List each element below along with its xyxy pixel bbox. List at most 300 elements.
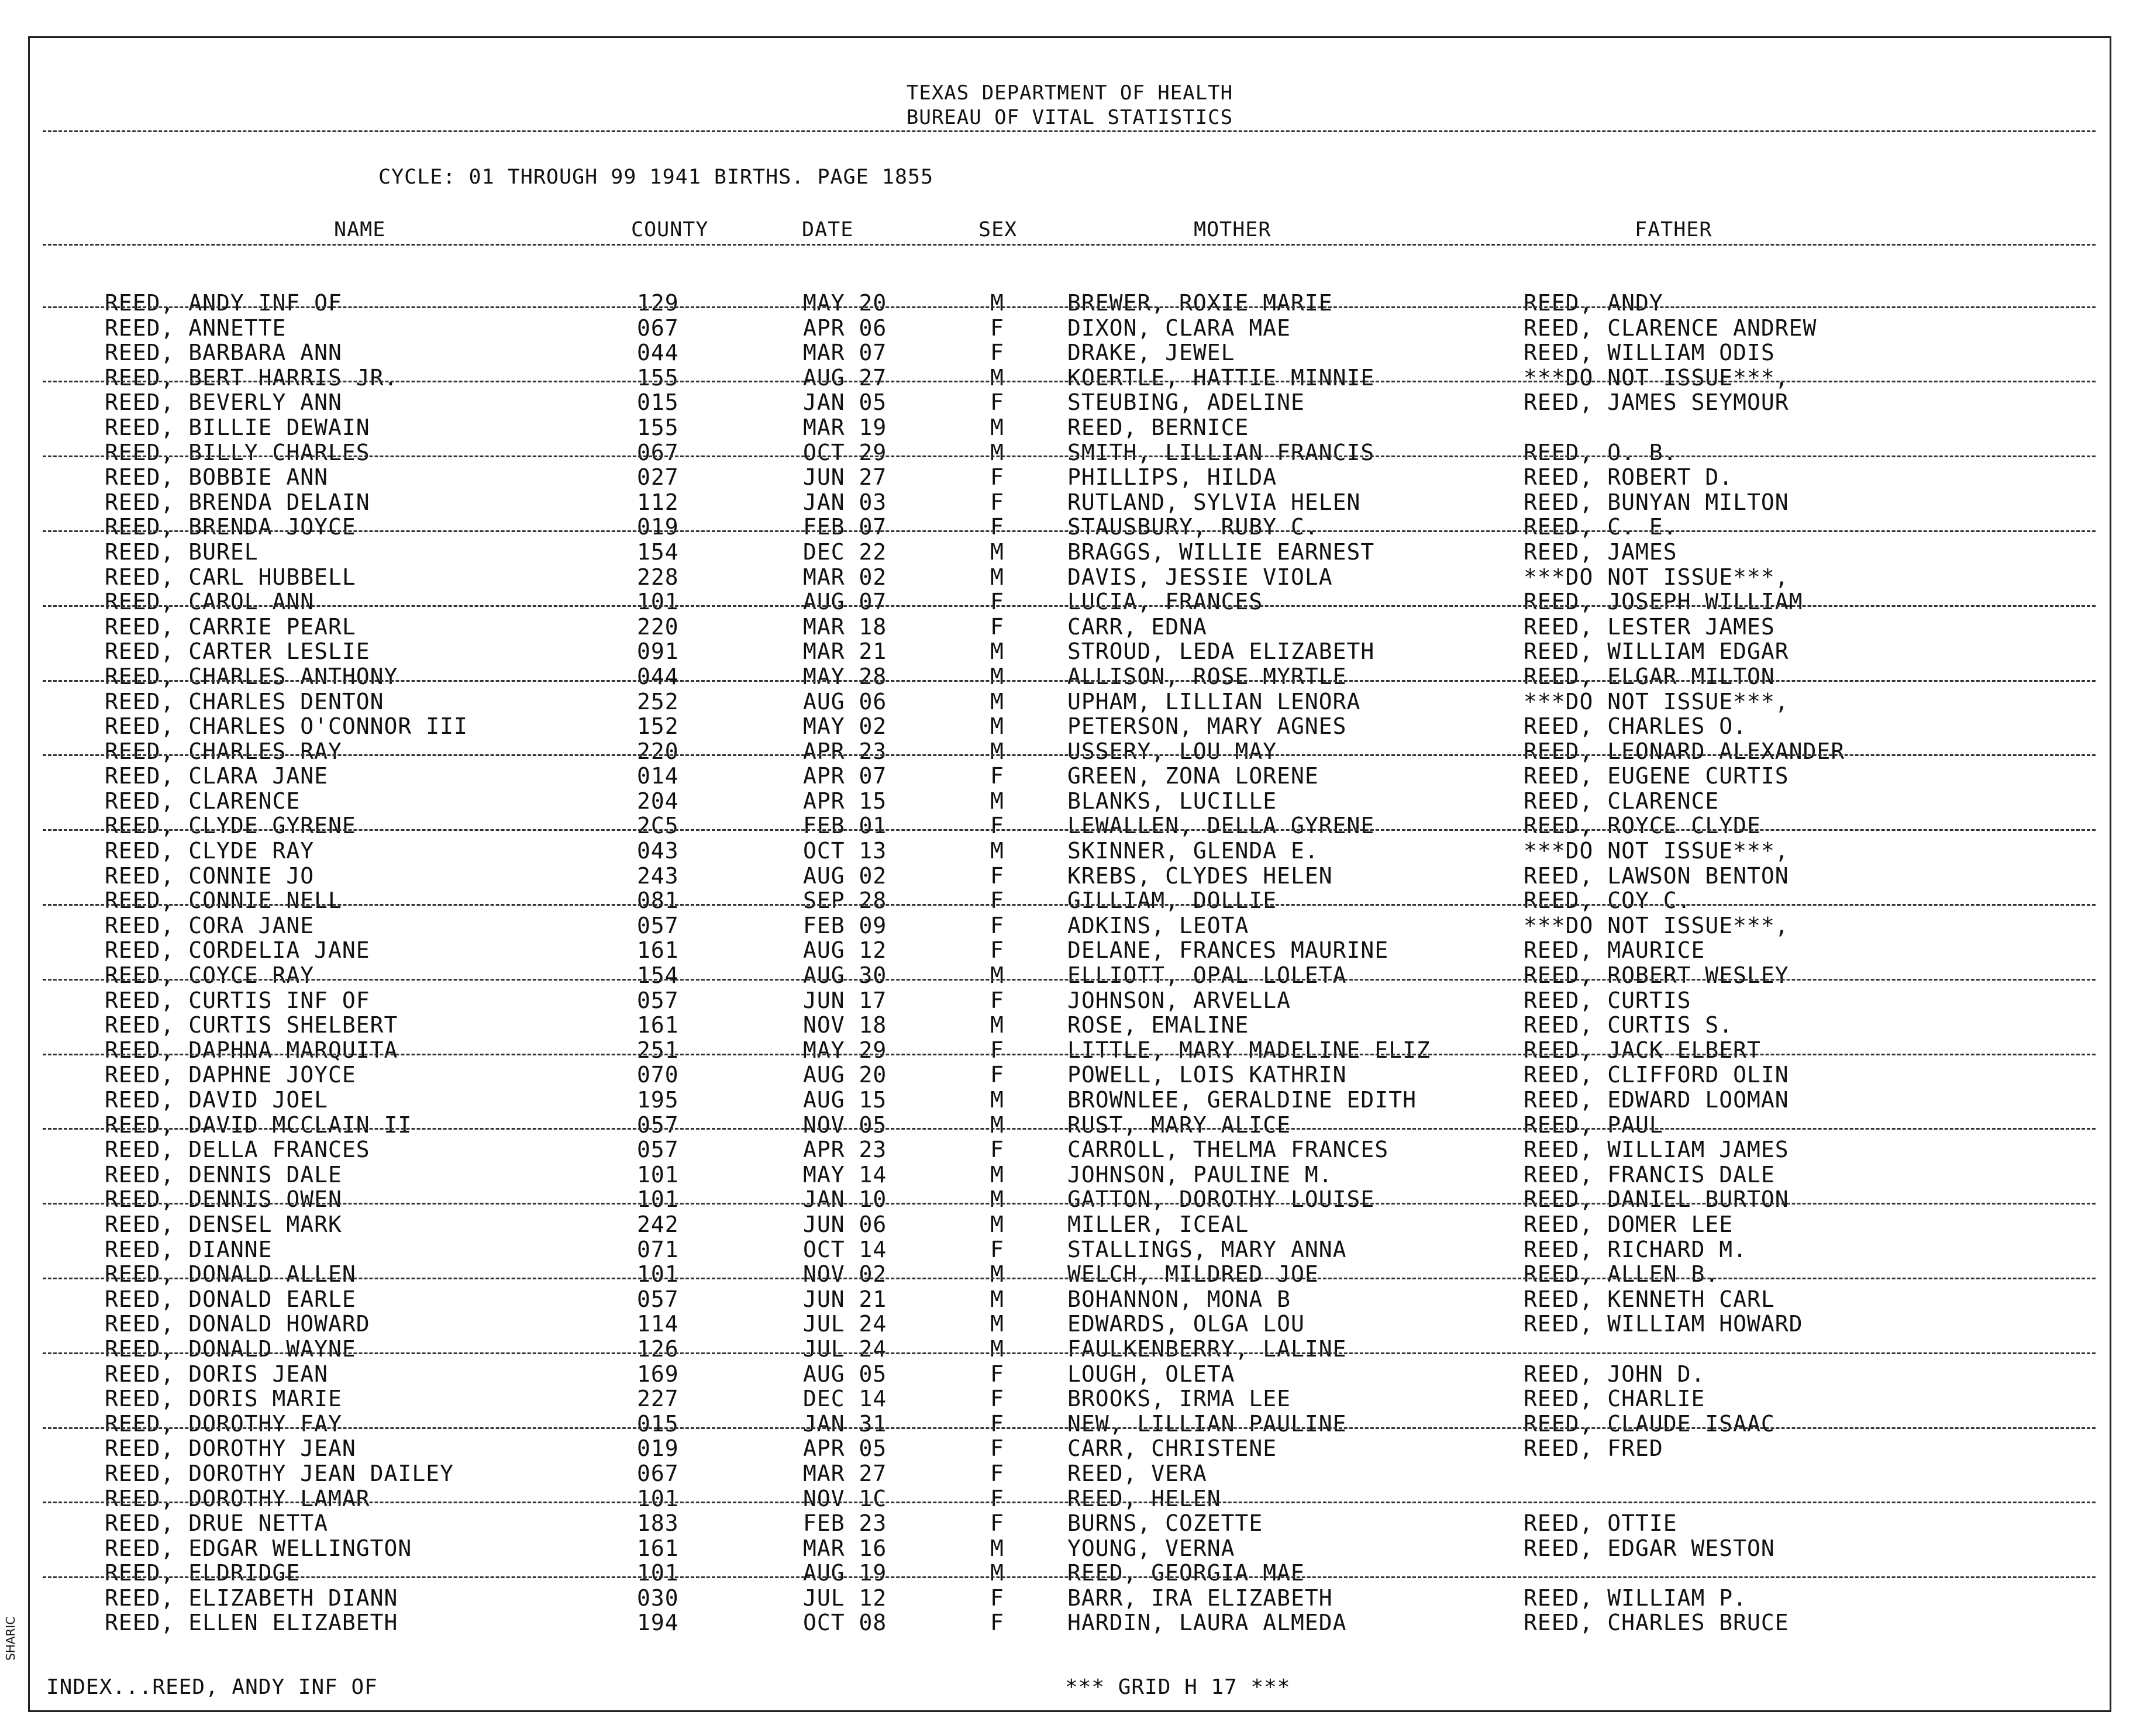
cell-mother: DIXON, CLARA MAE <box>1067 315 1291 341</box>
cell-date: MAR 27 <box>803 1460 887 1486</box>
table-row <box>30 714 2110 739</box>
cell-name: REED, CLARA JANE <box>105 763 329 789</box>
cell-mother: RUTLAND, SYLVIA HELEN <box>1067 489 1361 515</box>
column-header-county: COUNTY <box>631 218 709 241</box>
cell-sex: M <box>990 1311 1004 1337</box>
cell-mother: SMITH, LILLIAN FRANCIS <box>1067 439 1375 465</box>
row-group-divider <box>43 1203 2096 1204</box>
cell-sex: M <box>990 639 1004 665</box>
table-row <box>30 1561 2110 1586</box>
table-row <box>30 1386 2110 1411</box>
cell-sex: F <box>990 937 1004 964</box>
cell-date: MAR 07 <box>803 340 887 366</box>
cell-county: 101 <box>637 1261 679 1288</box>
table-row <box>30 913 2110 938</box>
cell-date: NOV 1C <box>803 1485 887 1511</box>
cell-mother: LUCIA, FRANCES <box>1067 589 1263 615</box>
cell-county: 091 <box>637 639 679 665</box>
cell-date: APR 06 <box>803 315 887 341</box>
cell-county: 155 <box>637 364 679 391</box>
cell-father: REED, MAURICE <box>1524 937 1705 964</box>
cell-name: REED, CHARLES DENTON <box>105 688 384 715</box>
cell-mother: BROOKS, IRMA LEE <box>1067 1386 1291 1412</box>
cell-county: 081 <box>637 888 679 914</box>
cell-sex: M <box>990 1560 1004 1586</box>
table-row <box>30 1411 2110 1437</box>
cell-mother: GILLIAM, DOLLIE <box>1067 888 1277 914</box>
cell-father: REED, RICHARD M. <box>1524 1236 1748 1262</box>
cell-county: 101 <box>637 589 679 615</box>
cell-father: REED, CLIFFORD OLIN <box>1524 1062 1789 1088</box>
cell-father: REED, JACK ELBERT <box>1524 1037 1761 1063</box>
cell-mother: JOHNSON, PAULINE M. <box>1067 1161 1333 1188</box>
cell-father: REED, CURTIS <box>1524 987 1691 1013</box>
cell-father: REED, WILLIAM P. <box>1524 1585 1748 1611</box>
cell-father: REED, CHARLES O. <box>1524 713 1748 740</box>
cell-name: REED, DAPHNA MARQUITA <box>105 1037 398 1063</box>
cell-mother: CARROLL, THELMA FRANCES <box>1067 1137 1389 1163</box>
cell-mother: UPHAM, LILLIAN LENORA <box>1067 688 1361 715</box>
cell-date: MAR 19 <box>803 414 887 440</box>
table-row <box>30 465 2110 490</box>
cell-mother: BREWER, ROXIE MARIE <box>1067 290 1333 316</box>
cell-father: REED, CURTIS S. <box>1524 1012 1734 1038</box>
cell-county: 154 <box>637 539 679 565</box>
cell-date: APR 23 <box>803 1137 887 1163</box>
cell-county: 057 <box>637 1286 679 1312</box>
cell-mother: LOUGH, OLETA <box>1067 1361 1235 1387</box>
cell-date: JAN 10 <box>803 1186 887 1213</box>
cell-name: REED, CORDELIA JANE <box>105 937 370 964</box>
cell-date: AUG 02 <box>803 862 887 889</box>
cell-name: REED, DORIS JEAN <box>105 1361 329 1387</box>
cell-name: REED, ANNETTE <box>105 315 287 341</box>
cell-mother: GATTON, DOROTHY LOUISE <box>1067 1186 1375 1213</box>
cell-date: JAN 03 <box>803 489 887 515</box>
cell-name: REED, COYCE RAY <box>105 962 315 989</box>
cell-county: 101 <box>637 1161 679 1188</box>
cell-mother: PHILLIPS, HILDA <box>1067 464 1277 491</box>
cell-name: REED, DOROTHY LAMAR <box>105 1485 370 1511</box>
cell-name: REED, CARL HUBBELL <box>105 564 356 590</box>
cell-date: JUL 24 <box>803 1335 887 1362</box>
cell-father: REED, JAMES <box>1524 539 1677 565</box>
cell-sex: M <box>990 1087 1004 1113</box>
cell-county: 154 <box>637 962 679 989</box>
cell-father: ***DO NOT ISSUE***, <box>1524 564 1789 590</box>
cell-sex: F <box>990 1460 1004 1486</box>
cell-county: 161 <box>637 1535 679 1561</box>
cell-name: REED, CARTER LESLIE <box>105 639 370 665</box>
column-header-mother: MOTHER <box>1194 218 1271 241</box>
cell-date: DEC 22 <box>803 539 887 565</box>
cell-sex: F <box>990 1435 1004 1462</box>
cell-name: REED, BOBBIE ANN <box>105 464 329 491</box>
cell-father: REED, LAWSON BENTON <box>1524 862 1789 889</box>
cell-date: OCT 13 <box>803 838 887 864</box>
cell-name: REED, DOROTHY JEAN DAILEY <box>105 1460 454 1486</box>
table-row <box>30 1212 2110 1237</box>
column-divider <box>43 244 2096 246</box>
side-label: SHARIC <box>4 1616 18 1661</box>
cell-sex: F <box>990 514 1004 540</box>
cell-county: 243 <box>637 862 679 889</box>
column-header-date: DATE <box>802 218 854 241</box>
cell-mother: BOHANNON, MONA B <box>1067 1286 1291 1312</box>
table-row <box>30 1162 2110 1188</box>
table-row <box>30 615 2110 640</box>
cell-father: REED, CLARENCE <box>1524 788 1720 814</box>
cell-date: MAR 02 <box>803 564 887 590</box>
row-group-divider <box>43 1576 2096 1578</box>
cell-sex: M <box>990 439 1004 465</box>
column-header-sex: SEX <box>978 218 1018 241</box>
table-row <box>30 340 2110 365</box>
cell-sex: F <box>990 1037 1004 1063</box>
cell-date: FEB 01 <box>803 813 887 839</box>
cell-date: OCT 14 <box>803 1236 887 1262</box>
cell-mother: CARR, EDNA <box>1067 613 1207 640</box>
cell-mother: BLANKS, LUCILLE <box>1067 788 1277 814</box>
table-row <box>30 1038 2110 1063</box>
row-group-divider <box>43 1352 2096 1354</box>
cell-sex: M <box>990 838 1004 864</box>
cell-county: 057 <box>637 987 679 1013</box>
cell-date: FEB 09 <box>803 912 887 938</box>
cell-date: MAY 20 <box>803 290 887 316</box>
table-row <box>30 1062 2110 1088</box>
cell-county: 067 <box>637 1460 679 1486</box>
cell-county: 195 <box>637 1087 679 1113</box>
cell-mother: STALLINGS, MARY ANNA <box>1067 1236 1347 1262</box>
cell-father: REED, EDGAR WESTON <box>1524 1535 1775 1561</box>
table-row <box>30 888 2110 913</box>
cell-sex: F <box>990 464 1004 491</box>
cell-name: REED, CARRIE PEARL <box>105 613 356 640</box>
cell-county: 027 <box>637 464 679 491</box>
cell-date: MAR 16 <box>803 1535 887 1561</box>
table-row <box>30 291 2110 316</box>
cell-date: AUG 15 <box>803 1087 887 1113</box>
cell-father: REED, WILLIAM ODIS <box>1524 340 1775 366</box>
cell-father: REED, CHARLES BRUCE <box>1524 1610 1789 1636</box>
cell-county: 067 <box>637 315 679 341</box>
cell-mother: BURNS, COZETTE <box>1067 1510 1263 1537</box>
index-footer: INDEX...REED, ANDY INF OF <box>46 1675 378 1699</box>
cell-sex: F <box>990 1062 1004 1088</box>
cell-name: REED, DONALD WAYNE <box>105 1335 356 1362</box>
header-divider <box>43 130 2096 132</box>
cell-father: ***DO NOT ISSUE***, <box>1524 912 1789 938</box>
cell-mother: STROUD, LEDA ELIZABETH <box>1067 639 1375 665</box>
cell-sex: F <box>990 1510 1004 1537</box>
cell-name: REED, DAVID JOEL <box>105 1087 329 1113</box>
cell-date: DEC 14 <box>803 1386 887 1412</box>
table-row <box>30 938 2110 963</box>
cell-mother: BROWNLEE, GERALDINE EDITH <box>1067 1087 1417 1113</box>
cell-sex: F <box>990 1361 1004 1387</box>
table-row <box>30 988 2110 1013</box>
table-row <box>30 1610 2110 1635</box>
table-row <box>30 490 2110 515</box>
cell-mother: BRAGGS, WILLIE EARNEST <box>1067 539 1375 565</box>
cell-mother: NEW, LILLIAN PAULINE <box>1067 1410 1347 1437</box>
cell-father: REED, JOSEPH WILLIAM <box>1524 589 1803 615</box>
cell-name: REED, BARBARA ANN <box>105 340 342 366</box>
table-row <box>30 1013 2110 1038</box>
cell-sex: M <box>990 1535 1004 1561</box>
table-row <box>30 1262 2110 1287</box>
cell-mother: EDWARDS, OLGA LOU <box>1067 1311 1305 1337</box>
cell-county: 101 <box>637 1560 679 1586</box>
cell-date: OCT 08 <box>803 1610 887 1636</box>
row-group-divider <box>43 1278 2096 1279</box>
cell-name: REED, DONALD ALLEN <box>105 1261 356 1288</box>
cell-date: AUG 05 <box>803 1361 887 1387</box>
table-row <box>30 1436 2110 1461</box>
cell-county: 014 <box>637 763 679 789</box>
cell-sex: M <box>990 1286 1004 1312</box>
cell-county: 228 <box>637 564 679 590</box>
cell-name: REED, CHARLES RAY <box>105 738 342 764</box>
table-row <box>30 440 2110 465</box>
table-row <box>30 540 2110 565</box>
cell-father: REED, JOHN D. <box>1524 1361 1705 1387</box>
cell-county: 019 <box>637 1435 679 1462</box>
cell-mother: YOUNG, VERNA <box>1067 1535 1235 1561</box>
column-header-father: FATHER <box>1635 218 1712 241</box>
cell-sex: M <box>990 713 1004 740</box>
cell-sex: M <box>990 564 1004 590</box>
cell-father: REED, C. E. <box>1524 514 1677 540</box>
cell-sex: M <box>990 290 1004 316</box>
cell-father: REED, FRANCIS DALE <box>1524 1161 1775 1188</box>
cell-father: ***DO NOT ISSUE***, <box>1524 364 1789 391</box>
cell-name: REED, ELLEN ELIZABETH <box>105 1610 398 1636</box>
cell-date: SEP 28 <box>803 888 887 914</box>
cell-name: REED, BRENDA JOYCE <box>105 514 356 540</box>
cell-father: REED, WILLIAM JAMES <box>1524 1137 1789 1163</box>
row-group-divider <box>43 455 2096 457</box>
cell-name: REED, ANDY INF OF <box>105 290 342 316</box>
table-row <box>30 390 2110 415</box>
cell-date: JAN 31 <box>803 1410 887 1437</box>
cell-father: REED, OTTIE <box>1524 1510 1677 1537</box>
cell-mother: REED, GEORGIA MAE <box>1067 1560 1305 1586</box>
cell-county: 101 <box>637 1186 679 1213</box>
table-row <box>30 664 2110 689</box>
cell-name: REED, DORIS MARIE <box>105 1386 342 1412</box>
row-group-divider <box>43 904 2096 906</box>
row-group-divider <box>43 530 2096 532</box>
column-header-name: NAME <box>334 218 386 241</box>
cell-name: REED, DENNIS DALE <box>105 1161 342 1188</box>
cell-sex: M <box>990 663 1004 689</box>
cell-name: REED, DELLA FRANCES <box>105 1137 370 1163</box>
cycle-line: CYCLE: 01 THROUGH 99 1941 BIRTHS. PAGE 1855 <box>378 165 934 189</box>
cell-sex: M <box>990 1161 1004 1188</box>
cell-father: ***DO NOT ISSUE***, <box>1524 688 1789 715</box>
cell-date: NOV 02 <box>803 1261 887 1288</box>
cell-sex: F <box>990 862 1004 889</box>
table-row <box>30 1511 2110 1536</box>
cell-county: 242 <box>637 1211 679 1237</box>
cell-mother: ADKINS, LEOTA <box>1067 912 1249 938</box>
cell-sex: M <box>990 1186 1004 1213</box>
table-row <box>30 1486 2110 1511</box>
cell-date: JAN 05 <box>803 389 887 416</box>
cell-county: 112 <box>637 489 679 515</box>
cell-date: MAY 02 <box>803 713 887 740</box>
cell-father: REED, KENNETH CARL <box>1524 1286 1775 1312</box>
cell-county: 126 <box>637 1335 679 1362</box>
cell-father: REED, PAUL <box>1524 1112 1663 1138</box>
cell-county: 169 <box>637 1361 679 1387</box>
cell-name: REED, CAROL ANN <box>105 589 315 615</box>
cell-date: APR 15 <box>803 788 887 814</box>
cell-name: REED, ELDRIDGE <box>105 1560 301 1586</box>
cell-father: REED, WILLIAM EDGAR <box>1524 639 1789 665</box>
cell-sex: F <box>990 912 1004 938</box>
cell-name: REED, CURTIS SHELBERT <box>105 1012 398 1038</box>
cell-county: 152 <box>637 713 679 740</box>
cell-county: 044 <box>637 340 679 366</box>
cell-date: MAR 18 <box>803 613 887 640</box>
cell-mother: STEUBING, ADELINE <box>1067 389 1305 416</box>
cell-name: REED, CHARLES ANTHONY <box>105 663 398 689</box>
row-group-divider <box>43 829 2096 831</box>
cell-sex: F <box>990 763 1004 789</box>
cell-date: JUL 12 <box>803 1585 887 1611</box>
cell-name: REED, CLYDE GYRENE <box>105 813 356 839</box>
cell-father: REED, ELGAR MILTON <box>1524 663 1775 689</box>
cell-father: REED, EDWARD LOOMAN <box>1524 1087 1789 1113</box>
table-row <box>30 1461 2110 1486</box>
cell-sex: F <box>990 489 1004 515</box>
cell-father: REED, LEONARD ALEXANDER <box>1524 738 1845 764</box>
cell-mother: DELANE, FRANCES MAURINE <box>1067 937 1389 964</box>
table-row <box>30 1237 2110 1262</box>
table-row <box>30 316 2110 341</box>
cell-father: REED, LESTER JAMES <box>1524 613 1775 640</box>
cell-name: REED, CHARLES O'CONNOR III <box>105 713 468 740</box>
table-row <box>30 1312 2110 1337</box>
row-group-divider <box>43 979 2096 981</box>
grid-footer: *** GRID H 17 *** <box>1065 1675 1291 1699</box>
cell-name: REED, DONALD EARLE <box>105 1286 356 1312</box>
cell-date: JUL 24 <box>803 1311 887 1337</box>
cell-sex: M <box>990 1012 1004 1038</box>
cell-sex: F <box>990 340 1004 366</box>
cell-mother: WELCH, MILDRED JOE <box>1067 1261 1319 1288</box>
cell-county: 057 <box>637 1112 679 1138</box>
cell-county: 220 <box>637 613 679 640</box>
table-row <box>30 864 2110 889</box>
cell-name: REED, DRUE NETTA <box>105 1510 329 1537</box>
row-group-divider <box>43 605 2096 607</box>
cell-mother: REED, VERA <box>1067 1460 1207 1486</box>
cell-date: MAY 14 <box>803 1161 887 1188</box>
cell-name: REED, CLARENCE <box>105 788 301 814</box>
cell-county: 015 <box>637 1410 679 1437</box>
table-row <box>30 764 2110 789</box>
cell-mother: LITTLE, MARY MADELINE ELIZ <box>1067 1037 1431 1063</box>
cell-father: REED, ALLEN B. <box>1524 1261 1720 1288</box>
cell-sex: M <box>990 414 1004 440</box>
cell-sex: F <box>990 613 1004 640</box>
table-row <box>30 565 2110 590</box>
cell-name: REED, DOROTHY FAY <box>105 1410 342 1437</box>
cell-mother: DAVIS, JESSIE VIOLA <box>1067 564 1333 590</box>
cell-name: REED, DONALD HOWARD <box>105 1311 370 1337</box>
cell-mother: DRAKE, JEWEL <box>1067 340 1235 366</box>
cell-name: REED, CONNIE NELL <box>105 888 342 914</box>
cell-mother: HARDIN, LAURA ALMEDA <box>1067 1610 1347 1636</box>
cell-date: AUG 20 <box>803 1062 887 1088</box>
cell-mother: PETERSON, MARY AGNES <box>1067 713 1347 740</box>
cell-father: REED, BUNYAN MILTON <box>1524 489 1789 515</box>
cell-sex: F <box>990 589 1004 615</box>
cell-date: AUG 19 <box>803 1560 887 1586</box>
table-row <box>30 789 2110 814</box>
cell-mother: ROSE, EMALINE <box>1067 1012 1249 1038</box>
table-row <box>30 838 2110 864</box>
cell-mother: JOHNSON, ARVELLA <box>1067 987 1291 1013</box>
cell-sex: M <box>990 1112 1004 1138</box>
cell-mother: USSERY, LOU MAY <box>1067 738 1277 764</box>
cell-sex: F <box>990 1410 1004 1437</box>
table-row <box>30 689 2110 715</box>
cell-date: JUN 21 <box>803 1286 887 1312</box>
cell-county: 183 <box>637 1510 679 1537</box>
cell-mother: STAUSBURY, RUBY C. <box>1067 514 1319 540</box>
table-row <box>30 639 2110 664</box>
cell-date: APR 07 <box>803 763 887 789</box>
cell-mother: ALLISON, ROSE MYRTLE <box>1067 663 1347 689</box>
cell-sex: F <box>990 888 1004 914</box>
cell-date: MAR 21 <box>803 639 887 665</box>
cell-name: REED, BERT HARRIS JR. <box>105 364 398 391</box>
cell-mother: POWELL, LOIS KATHRIN <box>1067 1062 1347 1088</box>
row-group-divider <box>43 1128 2096 1130</box>
cell-father: REED, CLAUDE ISAAC <box>1524 1410 1775 1437</box>
cell-sex: M <box>990 539 1004 565</box>
cell-sex: F <box>990 1485 1004 1511</box>
cell-name: REED, DAVID MCCLAIN II <box>105 1112 412 1138</box>
cell-county: 043 <box>637 838 679 864</box>
cell-date: APR 23 <box>803 738 887 764</box>
cell-date: OCT 29 <box>803 439 887 465</box>
table-row <box>30 1137 2110 1162</box>
cell-county: 194 <box>637 1610 679 1636</box>
cell-mother: REED, BERNICE <box>1067 414 1249 440</box>
cell-sex: F <box>990 987 1004 1013</box>
cell-county: 155 <box>637 414 679 440</box>
table-row <box>30 515 2110 540</box>
row-group-divider <box>43 680 2096 682</box>
cell-name: REED, ELIZABETH DIANN <box>105 1585 398 1611</box>
cell-father: REED, WILLIAM HOWARD <box>1524 1311 1803 1337</box>
table-row <box>30 963 2110 988</box>
cell-sex: F <box>990 1137 1004 1163</box>
table-row <box>30 813 2110 838</box>
cell-father: REED, O. B. <box>1524 439 1677 465</box>
table-row <box>30 1337 2110 1362</box>
cell-name: REED, BRENDA DELAIN <box>105 489 370 515</box>
cell-county: 227 <box>637 1386 679 1412</box>
agency-title: TEXAS DEPARTMENT OF HEALTH <box>906 81 1233 105</box>
cell-county: 067 <box>637 439 679 465</box>
